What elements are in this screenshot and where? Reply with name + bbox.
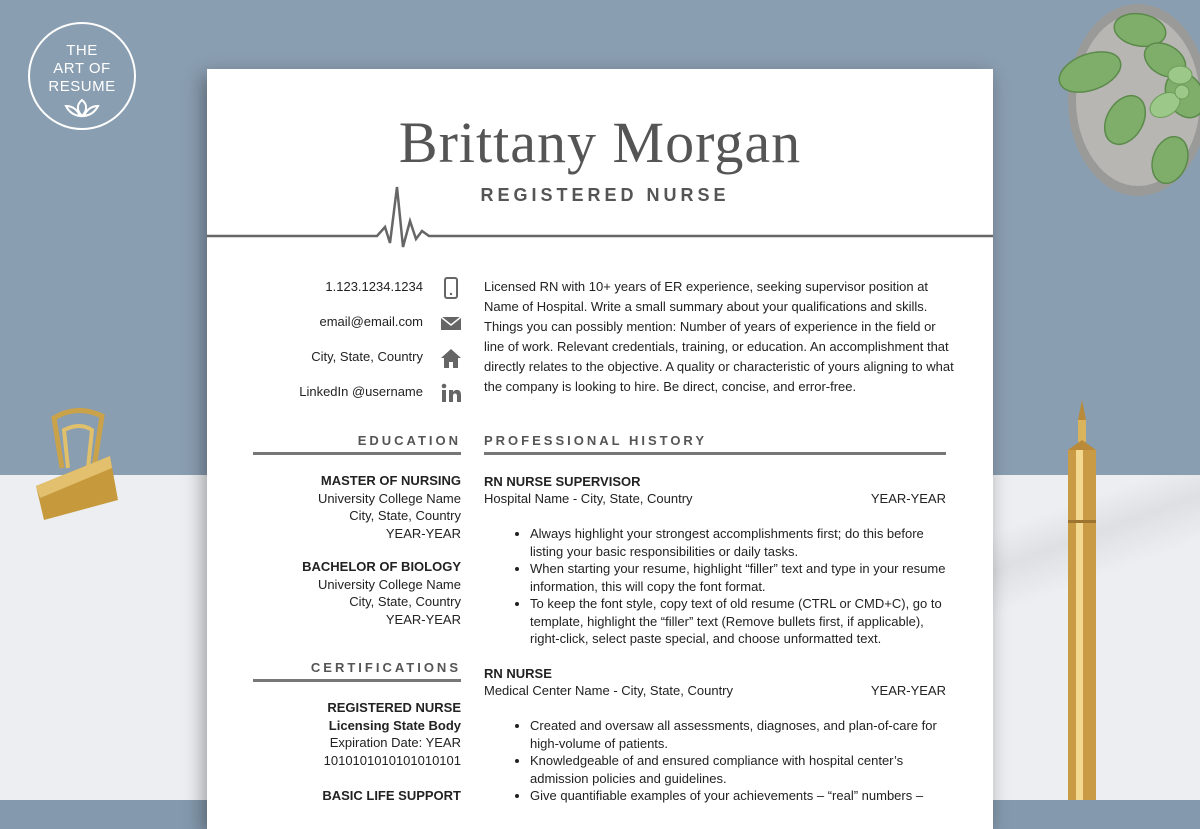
contact-phone xyxy=(253,277,463,297)
history-rule xyxy=(484,452,946,455)
contact-location-text: City, State, Country xyxy=(311,349,423,364)
resume-name: Brittany Morgan xyxy=(398,110,802,175)
certification-name: REGISTERED NURSE xyxy=(327,700,461,715)
certifications-rule xyxy=(253,679,461,682)
resume-document xyxy=(207,69,993,829)
job-location: Medical Center Name - City, State, Country xyxy=(484,683,734,698)
contact-email xyxy=(253,312,463,332)
art-of-resume-logo xyxy=(28,22,136,130)
succulent-plant-icon xyxy=(1030,0,1200,205)
job-years: YEAR-YEAR xyxy=(870,491,946,506)
home-icon xyxy=(439,347,463,369)
job-bullets xyxy=(484,525,946,648)
envelope-icon xyxy=(439,312,463,334)
logo-line-1: THE xyxy=(66,42,98,59)
education-degree: BACHELOR OF BIOLOGY xyxy=(302,559,461,574)
certification-number: 1010101010101010101 xyxy=(323,752,461,768)
job-bullet: • When starting your resume, highlight “filler” text and type in your resume information, this will copy the font format. xyxy=(530,560,946,595)
job-bullet: • Knowledgeable of and ensured compliance with hospital center’s admission policies and guidelines. xyxy=(530,752,946,787)
education-school: University College Name xyxy=(317,490,461,506)
certification-name: BASIC LIFE SUPPORT xyxy=(322,788,461,803)
job-entry xyxy=(484,473,946,648)
education-location: City, State, Country xyxy=(349,508,461,523)
certifications-heading: CERTIFICATIONS xyxy=(310,660,461,675)
certification-item xyxy=(253,787,461,805)
binder-clip-icon xyxy=(32,408,122,528)
job-bullets xyxy=(484,717,946,805)
certification-item xyxy=(253,699,461,769)
heartbeat-divider-icon xyxy=(207,181,993,251)
contact-location xyxy=(253,347,463,367)
education-years: YEAR-YEAR xyxy=(385,611,461,627)
lotus-icon xyxy=(62,98,102,118)
job-years: YEAR-YEAR xyxy=(870,683,946,698)
phone-icon xyxy=(439,277,463,299)
gold-pen-icon xyxy=(1062,400,1102,800)
logo-line-3: RESUME xyxy=(48,78,116,95)
education-location: City, State, Country xyxy=(349,594,461,609)
contact-linkedin-text: LinkedIn @username xyxy=(299,384,423,399)
education-years: YEAR-YEAR xyxy=(385,525,461,541)
summary-paragraph: Licensed RN with 10+ years of ER experience, seeking supervisor position at Name of Hospital. Write a small summary about your qualifications and skills. Things you can possibly mention: Number of years of experience in the field or line of work. Relevant credentials, training, or education. An accomplishment that directly relates to the objective. A quality or characteristic of yours aligning to what the company is looking to hire. Be direct, concise, and error-free. xyxy=(484,279,954,394)
job-bullet: • Created and oversaw all assessments, diagnoses, and plan-of-care for high-volume of patients. xyxy=(530,717,946,752)
education-item xyxy=(253,558,461,628)
logo-line-2: ART OF xyxy=(53,60,111,77)
job-bullet: • Give quantifiable examples of your achievements – “real” numbers – xyxy=(530,787,946,805)
certification-body: Licensing State Body xyxy=(328,717,461,733)
contact-email-text: email@email.com xyxy=(319,314,423,329)
resume-role: REGISTERED NURSE xyxy=(480,185,730,205)
job-title: RN NURSE xyxy=(484,666,552,681)
job-location-row xyxy=(484,490,946,507)
education-rule xyxy=(253,452,461,455)
education-item xyxy=(253,472,461,542)
contact-phone-text: 1.123.1234.1234 xyxy=(325,279,423,294)
job-title: RN NURSE SUPERVISOR xyxy=(484,474,641,489)
job-bullet: • Always highlight your strongest accomplishments first; do this before listing your basic responsibilities or daily tasks. xyxy=(530,525,946,560)
education-heading: EDUCATION xyxy=(357,433,461,448)
education-degree: MASTER OF NURSING xyxy=(320,473,461,488)
job-location-row xyxy=(484,682,946,699)
job-entry xyxy=(484,665,946,805)
history-heading: PROFESSIONAL HISTORY xyxy=(484,433,708,448)
contact-linkedin xyxy=(253,382,463,402)
job-bullet: • To keep the font style, copy text of old resume (CTRL or CMD+C), go to template, highlight the “filler” text (Remove bullets first, if applicable), right-click, select paste special, and choose unformatted text. xyxy=(530,595,946,648)
linkedin-icon xyxy=(439,382,463,404)
certification-expiration: Expiration Date: YEAR xyxy=(329,735,461,750)
job-location: Hospital Name - City, State, Country xyxy=(484,491,693,506)
education-school: University College Name xyxy=(317,576,461,592)
